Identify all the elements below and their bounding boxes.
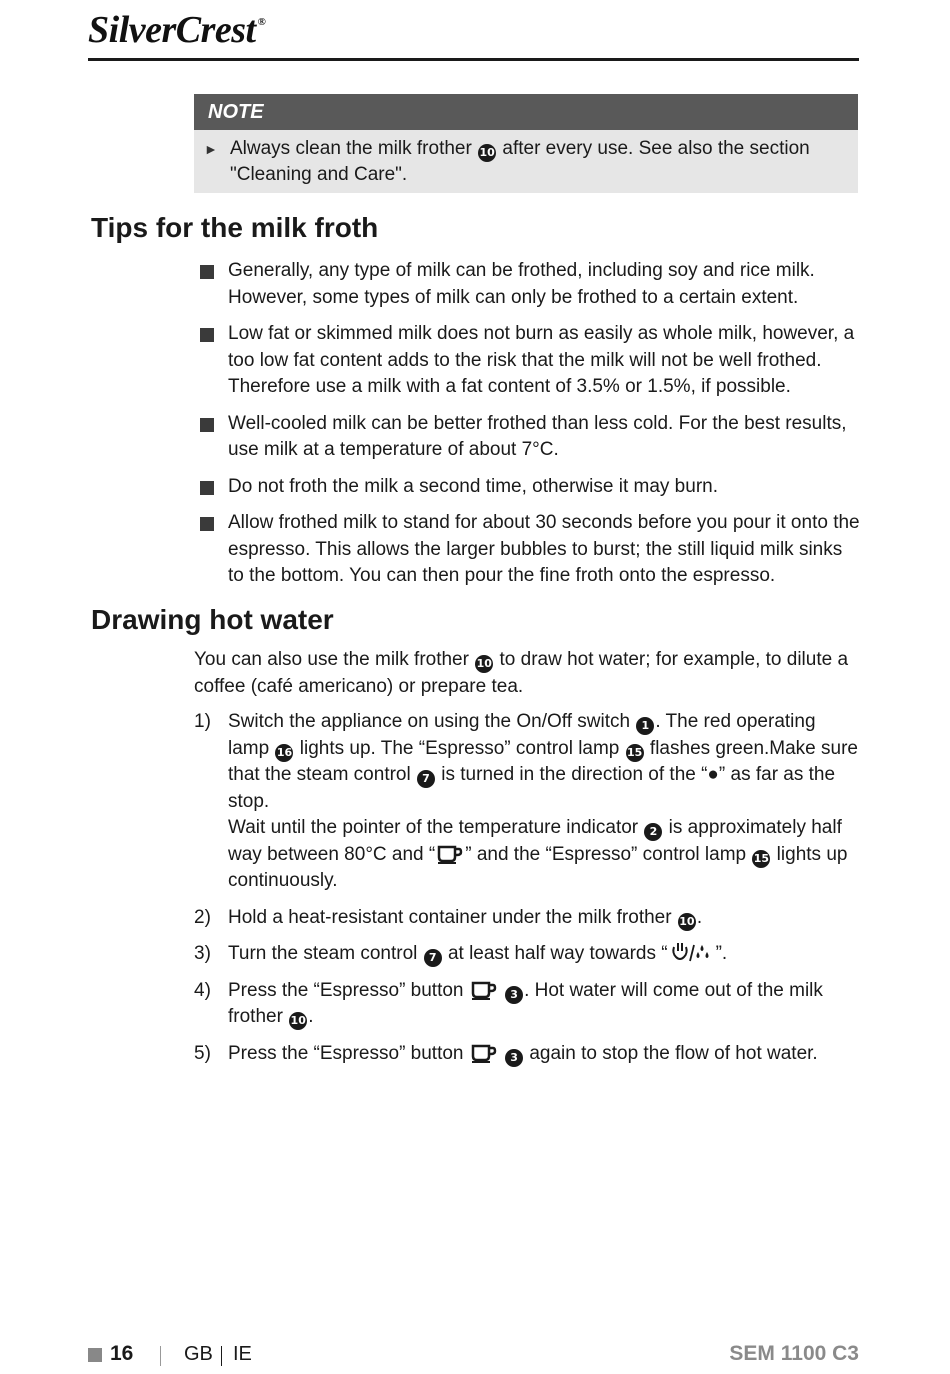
bullet-square-icon <box>200 517 214 531</box>
bullet-square-icon <box>200 265 214 279</box>
ref-number-icon: 3 <box>505 986 523 1004</box>
footer-language: GB <box>184 1343 213 1365</box>
list-item: Low fat or skimmed milk does not burn as easily as whole milk, however, a too low fat content adds to the risk that the milk will not be well frothed. Therefore use a milk with a fat content of 3.5% or 1.5%, if possible. <box>200 321 860 401</box>
note-text: ► Always clean the milk frother 10 after every use. See also the section "Cleaning and Care". <box>204 138 810 185</box>
ref-number-icon: 16 <box>275 744 293 762</box>
espresso-cup-icon <box>471 980 497 1000</box>
footer-divider <box>221 1346 222 1366</box>
list-item: Allow frothed milk to stand for about 30 seconds before you pour it onto the espresso. This allows the larger bubbles to burst; the still liquid milk sinks to the bottom. You can then pour the fine froth onto the espresso. <box>200 510 860 590</box>
water-steps <box>194 709 858 1077</box>
ref-number-icon: 7 <box>417 770 435 788</box>
steam-water-icon <box>670 941 714 963</box>
ref-number-icon: 2 <box>644 823 662 841</box>
bullet-square-icon <box>200 418 214 432</box>
ref-number-icon: 15 <box>752 850 770 868</box>
tips-heading: Tips for the milk froth <box>91 212 379 243</box>
header-rule <box>88 58 859 61</box>
step-item: 4) Press the “Espresso” button 3 . Hot water will come out of the milk frother 10 . <box>194 978 858 1031</box>
bullet-square-icon <box>200 481 214 495</box>
list-item: Generally, any type of milk can be frothed, including soy and rice milk. However, some types of milk can only be frothed to a certain extent. <box>200 258 860 311</box>
list-item: Well-cooled milk can be better frothed than less cold. For the best results, use milk at a temperature of about 7°C. <box>200 411 860 464</box>
brand-logo: SilverCrest ® <box>88 9 266 51</box>
note-box <box>194 94 858 193</box>
step-item: 2) Hold a heat-resistant container under the milk frother 10 . <box>194 905 858 932</box>
model-number: SEM 1100 C3 <box>729 1342 859 1365</box>
espresso-cup-icon <box>437 844 463 864</box>
footer-language: IE <box>233 1343 252 1365</box>
footer-square-icon <box>88 1348 102 1362</box>
list-item: Do not froth the milk a second time, otherwise it may burn. <box>200 474 860 501</box>
ref-number-icon: 10 <box>289 1012 307 1030</box>
ref-number-icon: 10 <box>478 144 496 162</box>
ref-number-icon: 10 <box>475 655 493 673</box>
step-item: 5) Press the “Espresso” button 3 again to stop the flow of hot water. <box>194 1041 858 1068</box>
note-title: NOTE <box>194 94 858 130</box>
arrow-right-icon: ► <box>204 141 218 157</box>
espresso-cup-icon <box>471 1043 497 1063</box>
water-heading: Drawing hot water <box>91 604 334 635</box>
ref-number-icon: 7 <box>424 949 442 967</box>
tips-list <box>200 258 860 600</box>
ref-number-icon: 15 <box>626 744 644 762</box>
ref-number-icon: 3 <box>505 1049 523 1067</box>
ref-number-icon: 1 <box>636 717 654 735</box>
step-item: 1) Switch the appliance on using the On/Off switch 1 . The red operating lamp 16 lights up. The “Espresso” control lamp 15 flashes green.Make sure that the steam control 7 is turned in the direction of the “●” as far as the stop. Wait until the pointer of the temperature indicator 2 is approximately half way between 80°C and “ ” and the “Espresso” control lamp 15 lights up continuously. <box>194 711 858 891</box>
water-intro: You can also use the milk frother 10 to draw hot water; for example, to dilute a coffee (café americano) or prepare tea. <box>194 649 849 697</box>
footer-divider <box>160 1346 161 1366</box>
page-number: 16 <box>110 1342 134 1365</box>
page-footer <box>88 1342 859 1372</box>
bullet-square-icon <box>200 328 214 342</box>
ref-number-icon: 10 <box>678 913 696 931</box>
step-item: 3) Turn the steam control 7 at least half way towards “ ”. <box>194 941 858 968</box>
